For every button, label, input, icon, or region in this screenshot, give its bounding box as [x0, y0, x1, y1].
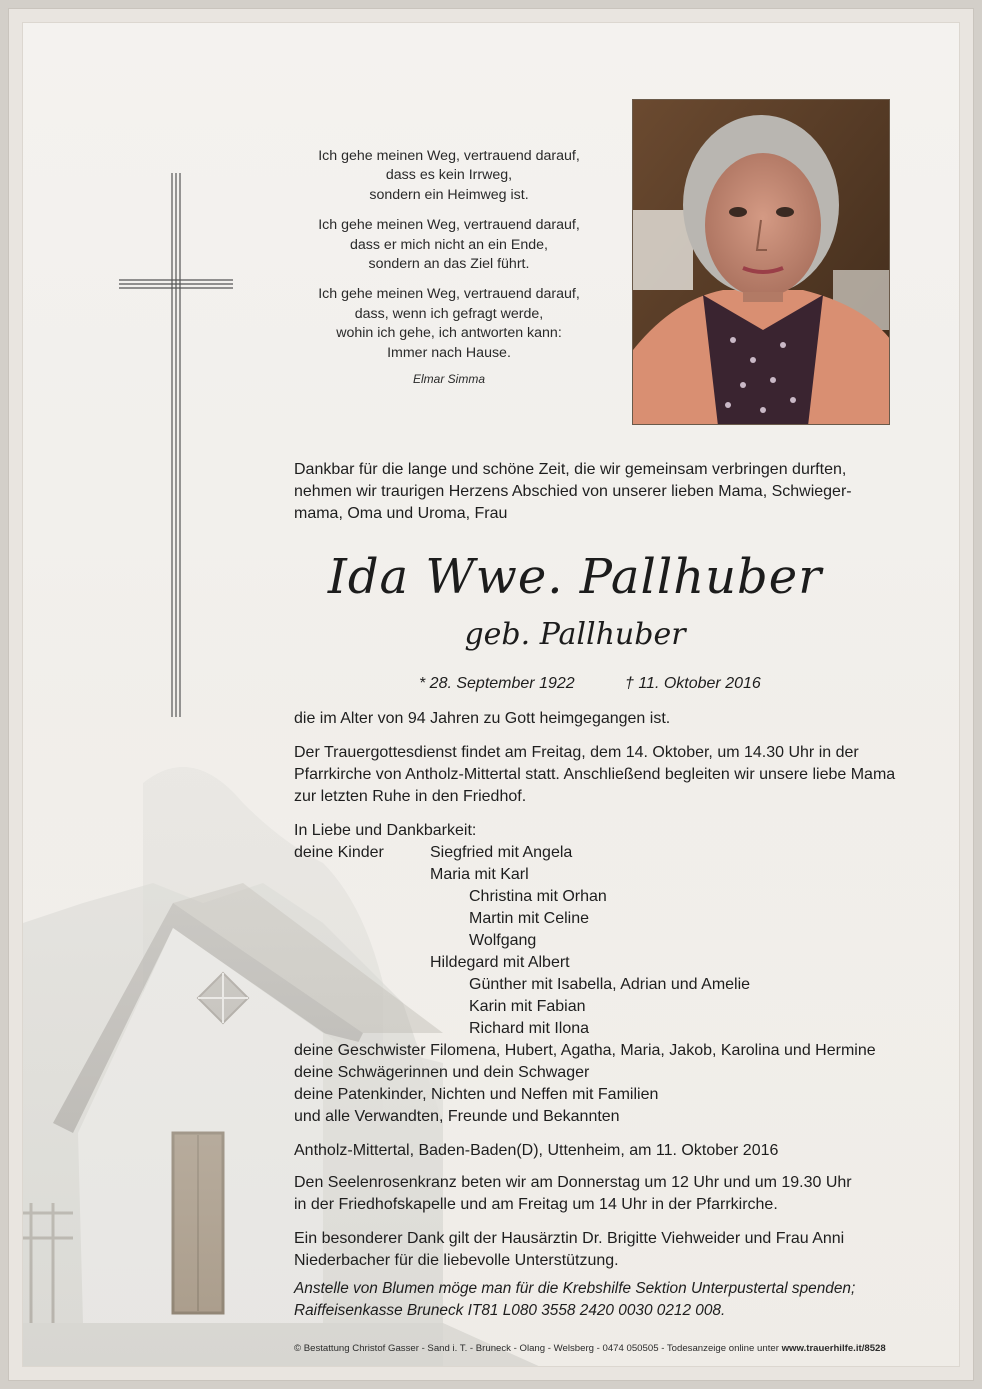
rosary-paragraph: Den Seelenrosenkranz beten wir am Donnerstag um 12 Uhr und um 19.30 Uhr in der Friedhofskapelle und am Freitag um 14 Uhr in der Pfarrkirche. — [294, 1174, 852, 1213]
age-line: die im Alter von 94 Jahren zu Gott heimgegangen ist. — [294, 710, 671, 727]
list-item: Günther mit Isabella, Adrian und Amelie — [469, 976, 751, 993]
list-item: Christina mit Orhan — [469, 888, 607, 905]
children-label: deine Kinder — [294, 844, 384, 861]
footer-text: © Bestattung Christof Gasser - Sand i. T. - Bruneck - Olang - Welsberg - 0474 050505 - Todesanzeige online unter — [294, 1343, 782, 1354]
birth-date: * 28. September 1922 — [419, 675, 575, 692]
list-item: deine Geschwister Filomena, Hubert, Agatha, Maria, Jakob, Karolina und Hermine — [294, 1042, 876, 1059]
list-item: Richard mit Ilona — [469, 1020, 590, 1037]
list-item: Siegfried mit Angela — [430, 844, 573, 861]
cross-icon — [23, 23, 283, 743]
list-item: Hildegard mit Albert — [430, 954, 570, 971]
donation-paragraph: Anstelle von Blumen möge man für die Krebshilfe Sektion Unterpustertal spenden; Raiffeisenkasse Bruneck IT81 L080 3558 2420 0030 0212 008. — [294, 1280, 856, 1319]
poem-author: Elmar Simma — [412, 372, 485, 387]
footer-link[interactable]: www.trauerhilfe.it/8528 — [781, 1343, 886, 1354]
list-item: Maria mit Karl — [430, 866, 529, 883]
footer — [294, 1343, 886, 1354]
list-item: deine Patenkinder, Nichten und Neffen mit Familien — [294, 1086, 659, 1103]
poem-stanza-3: Ich gehe meinen Weg, vertrauend darauf, dass, wenn ich gefragt werde, wohin ich gehe, ich antworten kann: Immer nach Hause. — [318, 286, 580, 361]
maiden-name: geb. Pallhuber — [464, 617, 686, 652]
poem-stanza-2: Ich gehe meinen Weg, vertrauend darauf, dass er mich nicht an ein Ende, sondern an das Ziel führt. — [318, 217, 580, 273]
children-list — [430, 842, 750, 1040]
list-item: deine Schwägerinnen und dein Schwager — [294, 1064, 590, 1081]
poem — [251, 147, 647, 389]
list-item: und alle Verwandten, Freunde und Bekannten — [294, 1108, 620, 1125]
mourners-heading: In Liebe und Dankbarkeit: — [294, 822, 477, 839]
list-item: Martin mit Celine — [469, 910, 590, 927]
other-mourners — [294, 1040, 876, 1128]
deceased-name: Ida Wwe. Pallhuber — [327, 549, 823, 605]
thanks-paragraph: Ein besonderer Dank gilt der Hausärztin Dr. Brigitte Viehweider und Frau Anni Niederbacher für die liebevolle Unterstützung. — [294, 1230, 845, 1269]
service-paragraph: Der Trauergottesdienst findet am Freitag, dem 14. Oktober, um 14.30 Uhr in der Pfarrkirche von Antholz-Mittertal statt. Anschließend begleiten wir unsere liebe Mama zur letzten Ruhe in den Friedhof. — [294, 744, 896, 805]
list-item: Wolfgang — [469, 932, 537, 949]
list-item: Karin mit Fabian — [469, 998, 586, 1015]
place-date: Antholz-Mittertal, Baden-Baden(D), Uttenheim, am 11. Oktober 2016 — [294, 1142, 779, 1159]
obituary-paper — [22, 22, 960, 1367]
portrait-photo — [632, 99, 890, 425]
intro-paragraph: Dankbar für die lange und schöne Zeit, die wir gemeinsam verbringen durften, nehmen wir traurigen Herzens Abschied von unserer lieben Mama, Schwieger- mama, Oma und Uroma, Frau — [294, 461, 852, 522]
death-date: † 11. Oktober 2016 — [625, 675, 761, 692]
poem-stanza-1: Ich gehe meinen Weg, vertrauend darauf, dass es kein Irrweg, sondern ein Heimweg ist. — [318, 148, 580, 203]
